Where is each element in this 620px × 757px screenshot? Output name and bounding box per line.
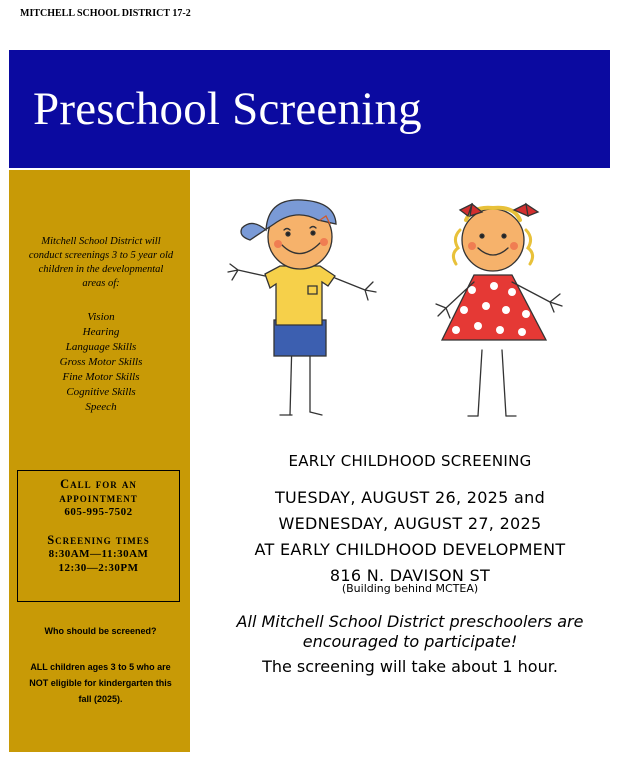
time-slot: 8:30AM—11:30AM: [48, 548, 149, 560]
times-heading: Screening times: [47, 533, 150, 547]
list-item: Language Skills: [65, 341, 137, 353]
location-line: AT EARLY CHILDHOOD DEVELOPMENT: [254, 540, 566, 559]
page-title: Preschool Screening: [33, 83, 422, 135]
list-item: Speech: [85, 401, 117, 413]
sidebar: [9, 170, 190, 752]
boy-drawing-icon: [228, 200, 376, 415]
list-item: Vision: [87, 311, 115, 323]
list-item: Gross Motor Skills: [59, 356, 143, 368]
address-note: (Building behind MCTEA): [341, 582, 479, 595]
appointment-box: [17, 470, 180, 602]
girl-drawing-icon: [436, 204, 562, 416]
date-line: WEDNESDAY, AUGUST 27, 2025: [278, 514, 542, 533]
event-details: [200, 485, 620, 589]
phone-number: 605-995-7502: [64, 506, 133, 518]
date-line: TUESDAY, AUGUST 26, 2025 and: [274, 488, 546, 507]
duration-text: The screening will take about 1 hour.: [262, 657, 558, 676]
event-heading: EARLY CHILDHOOD SCREENING: [288, 452, 532, 470]
intro-text: Mitchell School District will conduct screenings 3 to 5 year old children in the developmental areas of:: [28, 236, 174, 289]
title-banner: [9, 50, 610, 168]
invite-text: All Mitchell School District preschoolers are encouraged to participate!: [236, 612, 584, 651]
list-item: Fine Motor Skills: [62, 371, 140, 383]
list-item: Cognitive Skills: [66, 386, 136, 398]
screening-answer: ALL children ages 3 to 5 who are NOT eligible for kindergarten this fall (2025).: [29, 662, 172, 704]
time-slot: 12:30—2:30PM: [58, 562, 139, 574]
developmental-areas-list: [27, 310, 175, 415]
address-line: 816 N. DAVISON ST: [329, 566, 491, 585]
screening-question: Who should be screened?: [44, 626, 157, 636]
district-name: MITCHELL SCHOOL DISTRICT 17-2: [20, 8, 191, 19]
list-item: Hearing: [82, 326, 120, 338]
call-heading: Call for an appointment: [59, 477, 138, 505]
children-illustration: [210, 190, 590, 425]
